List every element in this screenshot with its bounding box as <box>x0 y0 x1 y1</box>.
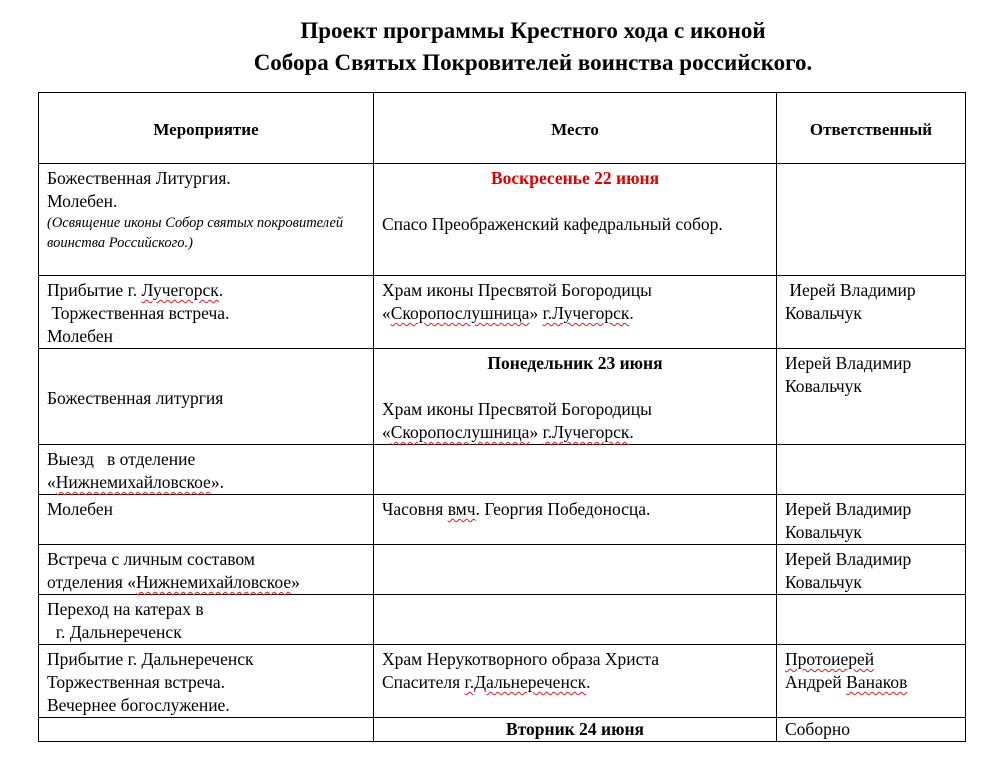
responsible-text: Протоиерей <box>785 649 875 669</box>
table-row <box>39 718 966 742</box>
event-text: Прибытие г. <box>47 280 142 300</box>
event-text: » <box>291 572 300 592</box>
event-text: г. Дальнереченск <box>47 622 182 642</box>
event-text: . <box>218 280 224 300</box>
event-text: Переход на катерах в <box>47 599 204 619</box>
responsible-cell <box>777 645 966 718</box>
event-text: Выезд в отделение <box>47 449 196 469</box>
table-row <box>39 645 966 718</box>
place-text: . Георгия Победоносца. <box>475 499 651 519</box>
responsible-text: Ковальчук <box>785 572 862 592</box>
event-text: Торжественная встреча. <box>47 672 226 692</box>
event-cell <box>39 495 374 545</box>
table-row <box>39 164 966 276</box>
place-text: Спасо Преображенский кафедральный собор. <box>382 214 723 234</box>
table-header-row <box>39 93 966 164</box>
responsible-cell: Соборно <box>777 718 966 742</box>
event-cell <box>39 349 374 445</box>
place-cell <box>374 445 777 495</box>
day-heading: Воскресенье 22 июня <box>490 168 660 188</box>
table-row <box>39 349 966 445</box>
place-text: Скоропослушница <box>390 303 530 323</box>
responsible-text: Ковальчук <box>785 376 862 396</box>
event-text: Молебен <box>47 326 113 346</box>
place-text: г.Дальнереченск <box>464 672 587 692</box>
event-text: Молебен <box>47 499 113 519</box>
place-text: . <box>629 422 634 442</box>
table-row <box>39 276 966 349</box>
place-cell <box>374 545 777 595</box>
place-cell <box>374 495 777 545</box>
place-text: . <box>586 672 591 692</box>
event-text: Божественная литургия <box>47 387 224 408</box>
event-cell <box>39 445 374 495</box>
event-cell <box>39 276 374 349</box>
place-text: . <box>629 303 634 323</box>
event-text: отделения « <box>47 572 137 592</box>
event-text: ». <box>210 472 224 492</box>
event-cell <box>39 545 374 595</box>
responsible-text: Андрей <box>785 672 847 692</box>
header-responsible: Ответственный <box>777 93 966 164</box>
responsible-cell <box>777 545 966 595</box>
event-text: Торжественная встреча. <box>47 303 230 323</box>
day-heading: Понедельник 23 июня <box>487 353 663 373</box>
event-text: Лучегорск <box>141 280 219 300</box>
place-text: г.Лучегорск <box>542 303 630 323</box>
place-cell <box>374 349 777 445</box>
place-text: » <box>529 422 543 442</box>
document-title-line1: Проект программы Крестного хода с иконой <box>300 18 766 43</box>
event-cell <box>39 645 374 718</box>
table-row <box>39 595 966 645</box>
event-text: Встреча с личным составом <box>47 549 255 569</box>
event-text: Нижнемихайловское <box>55 472 211 492</box>
table-row <box>39 495 966 545</box>
responsible-cell <box>777 349 966 445</box>
place-cell <box>374 645 777 718</box>
place-cell <box>374 276 777 349</box>
place-text: Храм иконы Пресвятой Богородицы <box>382 399 652 419</box>
header-event: Мероприятие <box>39 93 374 164</box>
responsible-text: Иерей Владимир <box>785 499 912 519</box>
place-text: г.Лучегорск <box>542 422 630 442</box>
event-text: Вечернее богослужение. <box>47 695 230 715</box>
responsible-text: Иерей Владимир <box>785 280 916 300</box>
place-text: « <box>382 303 391 323</box>
event-text: « <box>47 472 56 492</box>
responsible-text: Иерей Владимир <box>785 549 912 569</box>
place-cell <box>374 595 777 645</box>
responsible-text: Ванаков <box>846 672 908 692</box>
event-text: Прибытие г. Дальнереченск <box>47 649 254 669</box>
table-row <box>39 445 966 495</box>
responsible-cell <box>777 276 966 349</box>
header-place: Место <box>374 93 777 164</box>
event-cell <box>39 164 374 276</box>
responsible-text: Ковальчук <box>785 303 862 323</box>
place-cell <box>374 164 777 276</box>
responsible-cell <box>777 595 966 645</box>
responsible-text: Ковальчук <box>785 522 862 542</box>
event-text: Божественная Литургия. <box>47 168 231 188</box>
event-text: Нижнемихайловское <box>136 572 292 592</box>
place-cell <box>374 718 777 742</box>
place-text: Часовня <box>382 499 448 519</box>
responsible-cell <box>777 164 966 276</box>
document-title-line2: Собора Святых Покровителей воинства российского. <box>253 50 813 75</box>
day-heading: Вторник 24 июня <box>505 719 645 739</box>
place-text: Спасителя <box>382 672 465 692</box>
program-table <box>38 92 966 742</box>
event-cell <box>39 718 374 742</box>
responsible-text: Иерей Владимир <box>785 353 912 373</box>
place-text: вмч <box>447 499 476 519</box>
event-cell <box>39 595 374 645</box>
event-note: (Освящение иконы Собор святых покровителей воинства Российского.) <box>47 215 344 251</box>
place-text: « <box>382 422 391 442</box>
place-text: Храм Нерукотворного образа Христа <box>382 649 660 669</box>
responsible-cell <box>777 495 966 545</box>
responsible-cell <box>777 445 966 495</box>
event-text: Молебен. <box>47 191 118 211</box>
place-text: » <box>529 303 543 323</box>
table-row <box>39 545 966 595</box>
place-text: Скоропослушница <box>390 422 530 442</box>
place-text: Храм иконы Пресвятой Богородицы <box>382 280 652 300</box>
